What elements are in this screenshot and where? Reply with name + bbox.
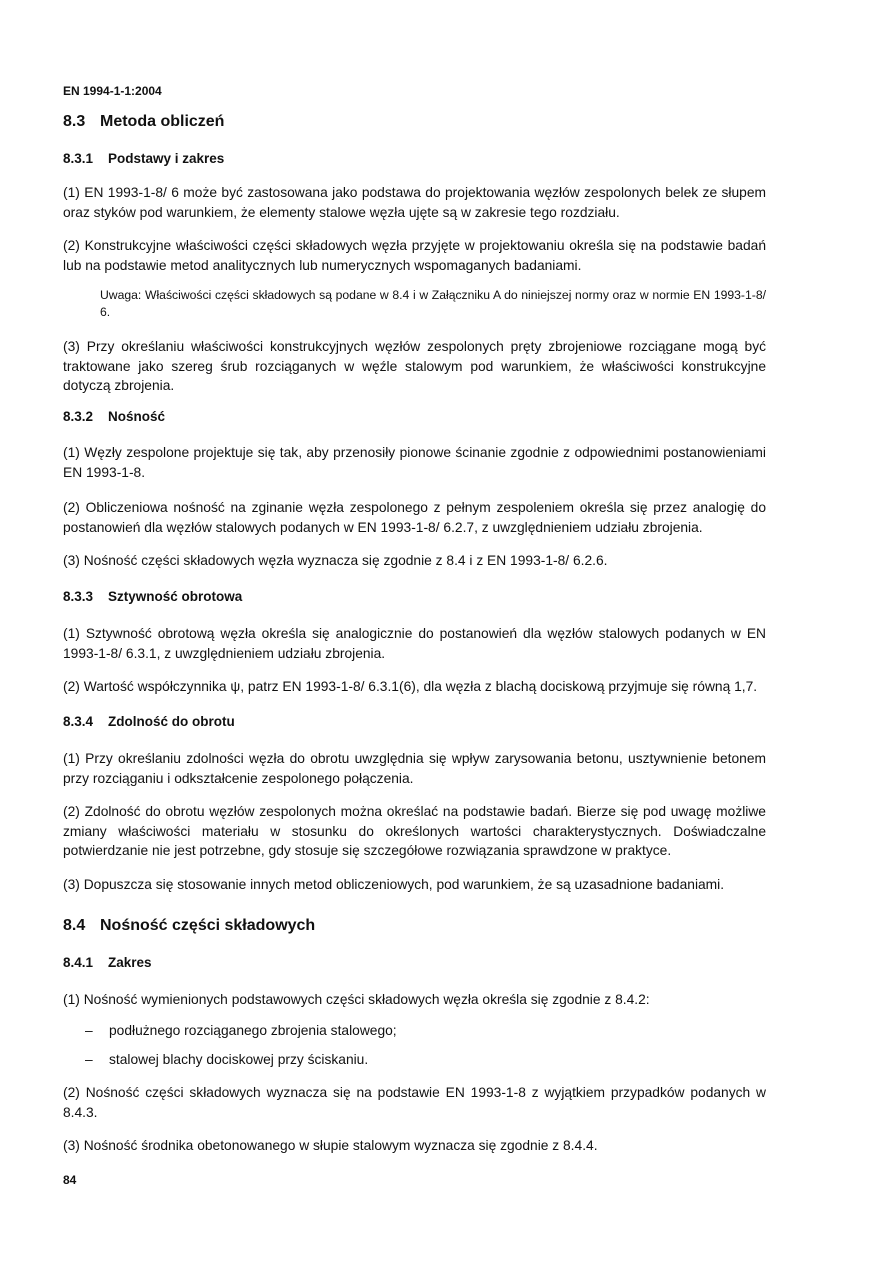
paragraph: (3) Dopuszcza się stosowanie innych metod obliczeniowych, pod warunkiem, że są uzasadnione badaniami. bbox=[63, 877, 725, 892]
section-8-4-1-heading bbox=[63, 955, 152, 970]
section-8-4-heading bbox=[63, 917, 315, 935]
paragraph: (1) Nośność wymienionych podstawowych części składowych węzła określa się zgodnie z 8.4.2: bbox=[63, 992, 650, 1007]
standard-id: EN 1994-1-1:2004 bbox=[63, 84, 162, 98]
section-title: Zakres bbox=[108, 955, 152, 970]
section-number: 8.3.4 bbox=[63, 714, 94, 729]
section-title: Zdolność do obrotu bbox=[108, 714, 235, 729]
section-title: Nośność bbox=[108, 409, 166, 424]
section-8-3-4-heading bbox=[63, 714, 235, 729]
paragraph: (3) Przy określaniu właściwości konstrukcyjnych węzłów zespolonych pręty zbrojeniowe rozciągane mogą być traktowane jako szereg śrub rozciąganych w węźle stalowym pod warunkiem, że właściwości konstrukcyjne dotyczą zbrojenia. bbox=[63, 339, 766, 393]
paragraph: (3) Nośność części składowych węzła wyznacza się zgodnie z 8.4 i z EN 1993-1-8/ 6.2.6. bbox=[63, 553, 608, 568]
paragraph: (2) Obliczeniowa nośność na zginanie węzła zespolonego z pełnym zespoleniem określa się przez analogię do postanowień dla węzłów stalowych podanych w EN 1993-1-8/ 6.2.7, z uwzględnieniem udziału zbrojenia. bbox=[63, 500, 766, 535]
section-number: 8.3.1 bbox=[63, 151, 94, 166]
note: Uwaga: Właściwości części składowych są podane w 8.4 i w Załączniku A do niniejszej normy oraz w normie EN 1993-1-8/ 6. bbox=[100, 288, 766, 319]
section-number: 8.3 bbox=[63, 113, 86, 130]
paragraph: (2) Zdolność do obrotu węzłów zespolonych można określać na podstawie badań. Bierze się pod uwagę możliwe zmiany właściwości materiału w stosunku do określonych wartości charakterystycznych. Doświadczalne potwierdzanie nie jest potrzebne, gdy stosuje się szczegółowe rozwiązania sprawdzone w praktyce. bbox=[63, 804, 766, 858]
dash-bullet: – bbox=[85, 1052, 93, 1067]
list-item-text: podłużnego rozciąganego zbrojenia stalowego; bbox=[109, 1023, 397, 1038]
list-item bbox=[63, 1021, 397, 1040]
section-title: Podstawy i zakres bbox=[108, 151, 225, 166]
paragraph: (1) Przy określaniu zdolności węzła do obrotu uwzględnia się wpływ zarysowania betonu, usztywnienie betonem przy rozciąganiu i odkształcenie zespolonego połączenia. bbox=[63, 751, 766, 786]
section-title: Metoda obliczeń bbox=[100, 113, 225, 130]
section-title: Sztywność obrotowa bbox=[108, 589, 243, 604]
section-8-3-heading bbox=[63, 113, 224, 131]
page-number: 84 bbox=[63, 1173, 77, 1187]
list-item bbox=[63, 1050, 368, 1069]
section-title: Nośność części składowych bbox=[100, 917, 316, 934]
paragraph: (3) Nośność środnika obetonowanego w słupie stalowym wyznacza się zgodnie z 8.4.4. bbox=[63, 1138, 598, 1153]
paragraph: (2) Konstrukcyjne właściwości części składowych węzła przyjęte w projektowaniu określa się na podstawie badań lub na podstawie metod analitycznych lub numerycznych wspomaganych badaniami. bbox=[63, 238, 766, 273]
list-item-text: stalowej blachy dociskowej przy ściskaniu. bbox=[109, 1052, 369, 1067]
section-number: 8.4.1 bbox=[63, 955, 94, 970]
section-number: 8.4 bbox=[63, 917, 86, 934]
section-8-3-2-heading bbox=[63, 409, 165, 424]
section-number: 8.3.3 bbox=[63, 589, 94, 604]
paragraph: (1) Węzły zespolone projektuje się tak, aby przenosiły pionowe ścinanie zgodnie z odpowiednimi postanowieniami EN 1993-1-8. bbox=[63, 445, 766, 480]
section-8-3-1-heading bbox=[63, 151, 224, 166]
paragraph: (1) Sztywność obrotową węzła określa się analogicznie do postanowień dla węzłów stalowych podanych w EN 1993-1-8/ 6.3.1, z uwzględnieniem udziału zbrojenia. bbox=[63, 626, 766, 661]
section-8-3-3-heading bbox=[63, 589, 242, 604]
section-number: 8.3.2 bbox=[63, 409, 94, 424]
paragraph: (2) Wartość współczynnika ψ, patrz EN 1993-1-8/ 6.3.1(6), dla węzła z blachą dociskową przyjmuje się równą 1,7. bbox=[63, 679, 758, 694]
dash-bullet: – bbox=[85, 1023, 93, 1038]
paragraph: (1) EN 1993-1-8/ 6 może być zastosowana jako podstawa do projektowania węzłów zespolonych belek ze słupem oraz styków pod warunkiem, że elementy stalowe węzła ujęte są w zakresie tego rozdziału. bbox=[63, 185, 766, 220]
paragraph: (2) Nośność części składowych wyznacza się na podstawie EN 1993-1-8 z wyjątkiem przypadków podanych w 8.4.3. bbox=[63, 1085, 766, 1120]
